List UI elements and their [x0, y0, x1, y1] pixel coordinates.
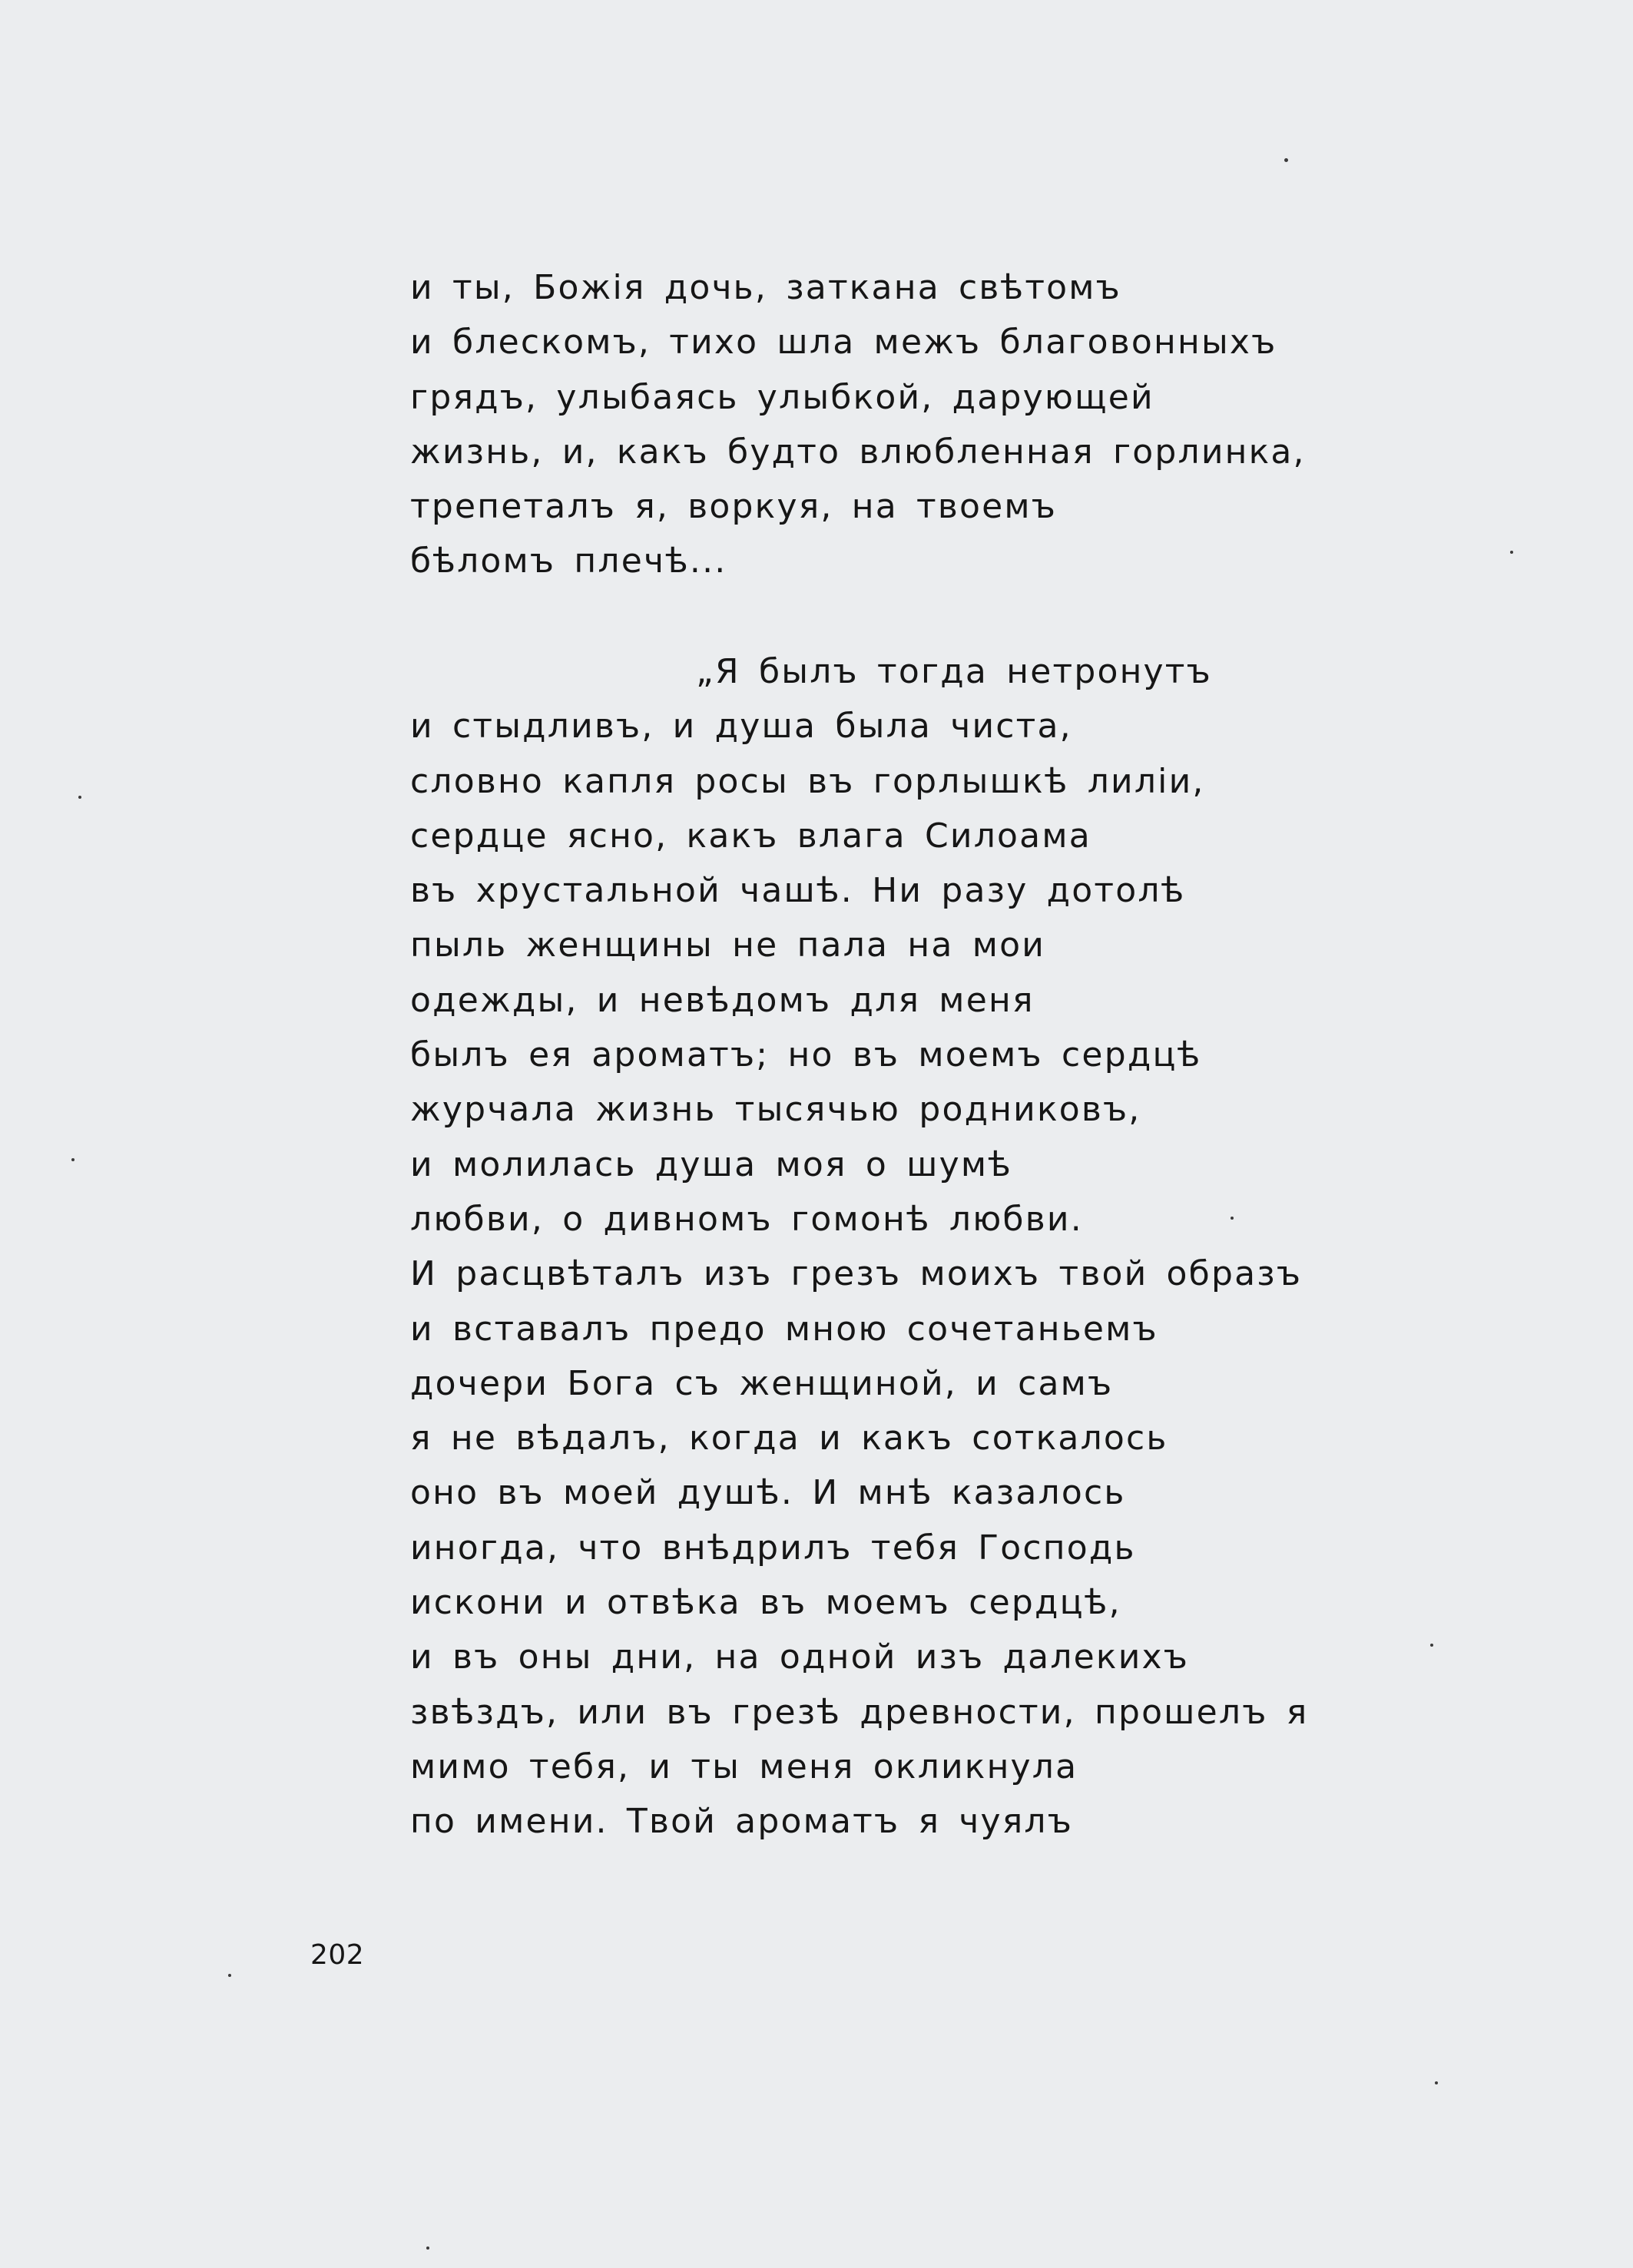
scan-speck	[1231, 1217, 1234, 1220]
text-line: былъ ея ароматъ; но въ моемъ сердцѣ	[410, 1035, 1202, 1075]
scan-speck	[1510, 551, 1513, 554]
text-line: И расцвѣталъ изъ грезъ моихъ твой образъ	[410, 1254, 1303, 1294]
text-line: въ хрустальной чашѣ. Ни разу дотолѣ	[410, 871, 1186, 911]
text-line: пыль женщины не пала на мои	[410, 925, 1046, 965]
text-line-indented: „Я былъ тогда нетронутъ	[696, 652, 1212, 691]
text-line: по имени. Твой ароматъ я чуялъ	[410, 1802, 1074, 1842]
scan-speck	[71, 1158, 75, 1161]
text-line: искони и отвѣка въ моемъ сердцѣ,	[410, 1583, 1121, 1623]
text-line: иногда, что внѣдрилъ тебя Господь	[410, 1528, 1136, 1568]
text-line: и молилась душа моя о шумѣ	[410, 1144, 1013, 1184]
paragraph-2	[410, 644, 1332, 1849]
text-line: словно капля росы въ горлышкѣ лиліи,	[410, 761, 1205, 801]
scan-speck	[1430, 1644, 1433, 1647]
text-line: трепеталъ я, воркуя, на твоемъ	[410, 487, 1058, 527]
scan-speck	[426, 2246, 429, 2250]
text-line: оно въ моей душѣ. И мнѣ казалось	[410, 1473, 1126, 1513]
text-line: любви, о дивномъ гомонѣ любви.	[410, 1199, 1083, 1239]
text-line: и въ оны дни, на одной изъ далекихъ	[410, 1637, 1190, 1677]
text-line: жизнь, и, какъ будто влюбленная горлинка,	[410, 432, 1306, 472]
scan-speck	[1284, 158, 1288, 162]
text-line: журчала жизнь тысячью родниковъ,	[410, 1090, 1141, 1130]
text-line: мимо тебя, и ты меня окликнула	[410, 1747, 1078, 1786]
scan-speck	[78, 796, 81, 799]
scan-speck	[1435, 2081, 1438, 2084]
text-line: сердце ясно, какъ влага Силоама	[410, 816, 1091, 856]
text-line: грядъ, улыбаясь улыбкой, дарующей	[410, 377, 1154, 417]
text-line: бѣломъ плечѣ...	[410, 541, 727, 581]
text-line: и ты, Божія дочь, заткана свѣтомъ	[410, 268, 1121, 307]
text-line: и вставалъ предо мною сочетаньемъ	[410, 1309, 1158, 1349]
text-line: и стыдливъ, и душа была чиста,	[410, 707, 1072, 747]
paragraph-1	[410, 260, 1332, 589]
text-line: и блескомъ, тихо шла межъ благовонныхъ	[410, 323, 1277, 363]
text-line: звѣздъ, или въ грезѣ древности, прошелъ я	[410, 1692, 1309, 1732]
scan-speck	[228, 1974, 231, 1977]
text-line: одежды, и невѣдомъ для меня	[410, 980, 1035, 1020]
text-line: дочери Бога съ женщиной, и самъ	[410, 1363, 1114, 1403]
text-line: я не вѣдалъ, когда и какъ соткалось	[410, 1419, 1168, 1458]
page-number: 202	[310, 1939, 365, 1971]
